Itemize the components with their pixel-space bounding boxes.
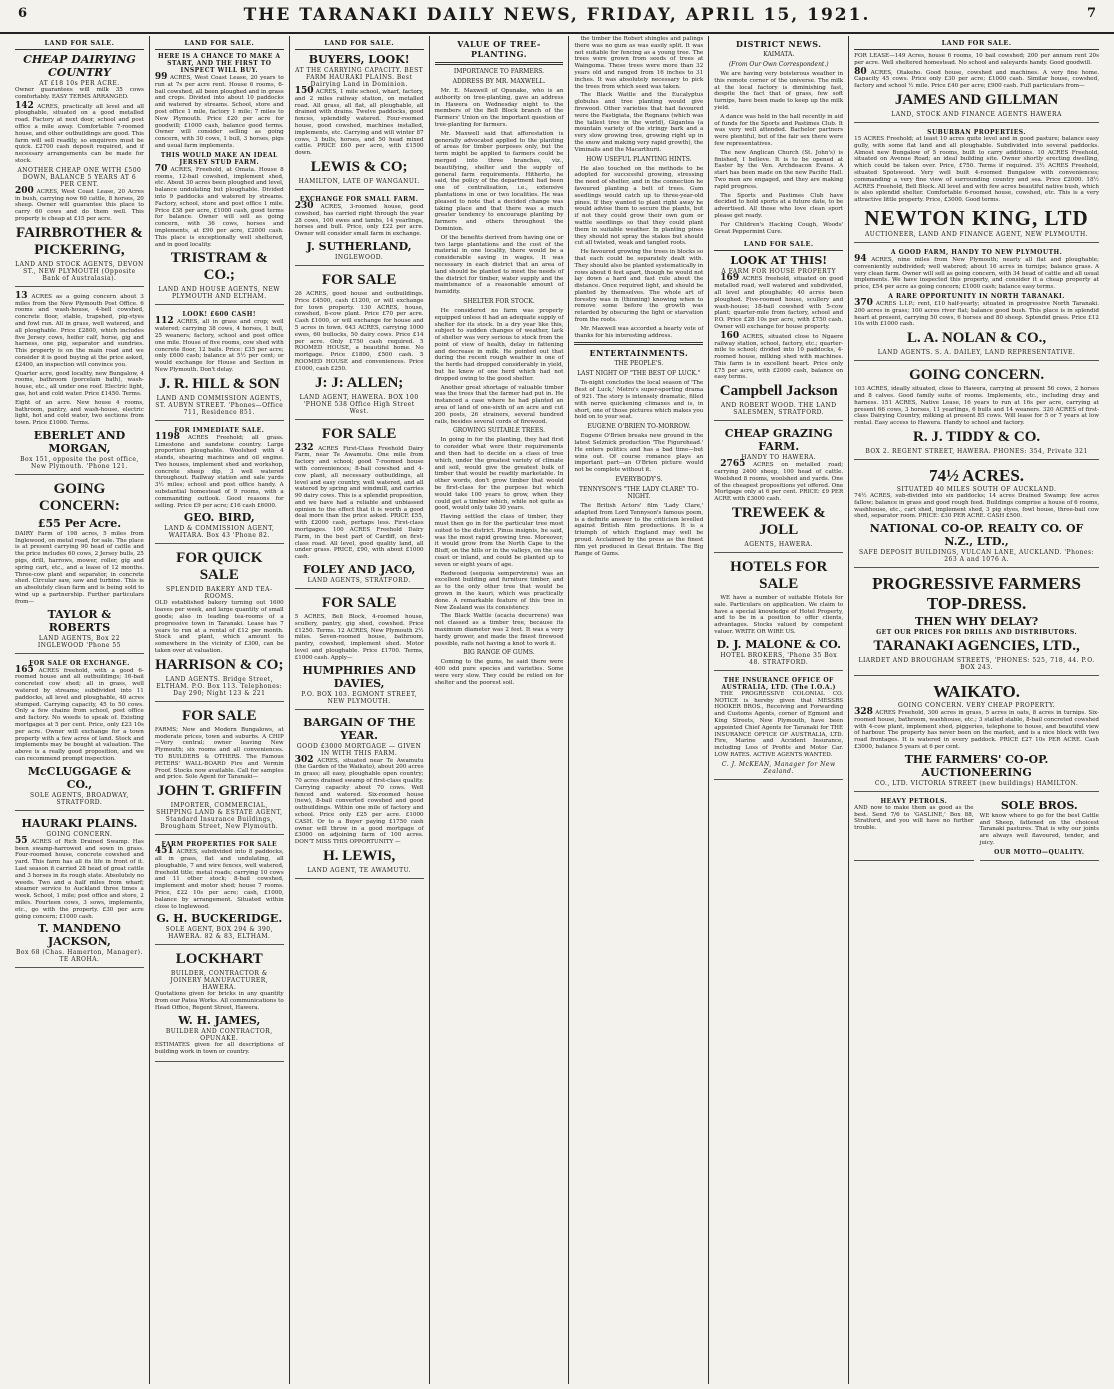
agent-name: FOLEY AND JACO, [302,563,416,577]
agent-details: CO., LTD. VICTORIA STREET (new buildings) HAMILTON. [874,779,1079,787]
article-paragraph: We are having very boisterous weather in this remote corner of the universe. The milk at the local factory is diminishing fast, despite the fact that of grass, few soft turnips, have been made to keep up the milk yield. [714,71,844,111]
acreage: 302 [294,754,314,765]
agent-details: BUILDER AND CONTRACTOR, OPUNAKE. [165,1027,273,1042]
agent-details: SOLE AGENT, BOX 294 & 390, HAWERA. 82 & 83, ELTHAM. [165,926,274,941]
agent-details: HOTEL BROKERS, 'Phone 35 Box 48. STRATFORD. [720,651,838,666]
section-head: LAND FOR SALE. [15,36,144,50]
acreage: 99 [154,72,168,82]
ad-cheap-dairying [15,53,144,287]
ad-body [294,200,424,238]
article-paragraph: The Black Wattle and the Eucalyptus globulus and tree planting would give firewood. Other varieties that had favoured were the Fastigiata, the Regnans (which was the tallest tree in the world), Gigantea (a mountain variety of the stringy bark and a very slow growing tree, growing right up in the snow and making very rapid growth), the Viminalis and the Macarthurii. [574,92,704,153]
page-number-left: 6 [18,6,28,21]
agent-details: AUCTIONEER, LAND AND FINANCE AGENT, NEW PLYMOUTH. [864,230,1089,238]
ad-hotels-for-sale [714,559,843,671]
ad-title: A GOOD FARM, HANDY TO NEW PLYMOUTH. [890,248,1063,256]
ad-text: ACRES, practically all level and all ploughable, situated on a good metalled road. Factory at next door, school and post office a mile away. Comfortable 7-roomed house, and other outbuildings are good. This farm will sell readily, so enquirers must be quick. £2700 cash deposit required, and if necessary arrangements can be made for stock. [15,103,144,164]
agent-name: JOHN T. GRIFFIN [156,783,282,800]
article-subtitle: IMPORTANCE TO FARMERS. [453,68,545,75]
agent-details: LAND AGENTS, STRATFORD. [307,577,411,585]
columns [10,36,1104,1384]
agent-details: LAND AGENTS. S. A. DAILEY, LAND REPRESENTATIVE. [877,349,1076,357]
agent-name: GEO. BIRD, [183,511,255,525]
agent-name: NEWTON KING, LTD [864,205,1089,230]
agent-details: Box 151, opposite the post office, New Plymouth. 'Phone 121. [20,455,139,470]
ad-hauraki-plains [15,817,144,969]
column-1 [10,36,150,1384]
ad-body [155,318,284,373]
article-subtitle: ADDRESS BY MR. MAXWELL. [452,78,546,85]
article-subhead: GROWING SUITABLE TREES. [452,427,546,435]
article-subhead: HOW USEFUL PLANTING HINTS. [586,155,692,163]
ad-lockhart [155,951,284,1062]
agent-details: LAND AND COMMISSION AGENTS, ST. AUBYN STREET. 'Phones—Office 711, Residence 851. [155,394,284,416]
acreage: 230 [294,200,314,211]
ad-for-sale-humphries [295,595,424,710]
acreage: 370 [854,297,873,308]
ad-title: GOING CONCERN: [39,480,120,514]
agent-name: LEWIS & CO; [310,158,408,175]
ad-text: ACRES, Otakeho. Good house, cowshed and machines. A very fine home. Capacity 45 cows. Price only £30 per acre; £1000 cash. Similar house, cowshed, factory and school ½ mile. Price £40 per acre; £900 cash. Full particulars from— [854,69,1099,90]
ad-title: FOR SALE [181,707,257,724]
ad-sale-or-exchange [15,660,144,811]
agent-name: HUMPHRIES AND DAVIES, [302,663,416,690]
ad-suburban-properties [854,129,1099,243]
ad-look-cash [155,311,284,420]
article-paragraph: A dance was held in the hall recently in aid of funds for the Sports and Pastimes Club. It was very well attended. Bachelor partners were plentiful, but of the fair sex there were few representatives. [714,113,844,147]
ad-text: 5 ACRES, Bell Block, 4-roomed house, scullery, pantry, gig shed, cowshed. Price £1250. Terms. 12 ACRES, New Plymouth 2½ miles. Seven-roomed house, bathroom, pantry, cowshed, implement shed. Motor level and ploughable. Price £1700. Terms, £1000 cash. Apply— [294,614,424,661]
article-paragraph: To-night concludes the local season of 'The Best of Luck,' Metro's super-sporting drama of 921. The story is intensely dramatic, filled with nerve quickening climaxes and is, in short, one of those pictures which makes you hold on to your seat. [574,380,704,421]
ad-farm-properties [155,841,284,945]
ad-text: ACRES, situated near Te Awamutu (the Garden of the Waikato), about 200 acres in grass; all easy, ploughable open country; 70 acres drained swamp of first-class quality. Carrying capacity about 70 cows. Well fenced and watered. Six-roomed house (new), 8-bail converted cowshed and good outbuildings. Within one mile of factory and school. Price only £25 per acre. £1000 CASH. Or to a Buyer paying £1750 cash owner will throw in a good mortgage of £3000 on adjoining farm of 100 acres. DON'T MISS THIS OPPORTUNITY — [294,757,424,846]
agent-name: TARANAKI AGENCIES, LTD., [873,638,1080,655]
column-7 [849,36,1104,1384]
ad-title: CHEAP DAIRYING COUNTRY [23,53,136,79]
ad-text: 74½ ACRES, sub-divided into six paddocks; 14 acres Drained Swamp; few acres fallow; balance in grass and good rough feed. Buildings comprise a house of 6 rooms, washhouse, etc., cart shed, implement shed, 3 pig styes, fowl house, three-bail cow shed, separator room. PRICE: £30 PER ACRE. CASH £500. [854,492,1099,520]
ad-going-concern-tiddy [854,367,1099,460]
ad-subtitle: SPLENDID BAKERY AND TEA-ROOMS. [166,586,273,601]
ad-body [854,253,1099,291]
agent-name: EBERLET AND MORGAN, [33,428,126,455]
ad-text: 26 ACRES, good house and outbuildings. Price £4500, cash £1200, or will exchange for town property. 130 ACRES, house, cowshed, 8-cow plant. Price £70 per acre. Cash £1000, or will exchange for house and 5 acres in town. 643 ACRES, carrying 1000 ewes, 60 bullocks, 50 dairy cows. Price £14 per acre. Only £750 cash required. 5 ROOMED HOUSE, a beautiful home. No mortgage. Price £1800, £500 cash. 5 ROOMED HOUSE and conveniences. Price £1000, cash £250. [294,290,424,372]
column-6 [709,36,849,1384]
agent-name: TREWEEK & JOLL [731,505,826,539]
article-paragraph: He considered no farm was properly equipped unless it had an adequate supply of shelter for its stock. In a dry year like this, subject to sudden changes of weather, lack of shelter was very serious to stock from the point of view of health, delay in fattening and decrease in milk. He pointed out that during the recent rough weather in one of the herds had dropped considerably in yield, but he knew of one herd which had not dropped owing to the good shelter. [434,307,564,382]
ad-body [295,88,424,157]
ad-body [154,163,284,249]
ad-text: 15 ACRES Freehold; at least 10 acres quite level and in good pasture; balance easy gully, with some flat land and all ploughable. Subdivided into several paddocks. Almost new Bungalow of 5 rooms, built to carry additions. 10 ACRES Freehold, situated on Avenue Road; an ideal building site. Owner shortly erecting dwelling, which could be taken over. Price, £750. Terms if required. 3½ ACRES Freehold, situated Spotswood. Very well built 4-roomed Bungalow with conveniences; commanding a very fine view of surrounding country and sea. Price £2000. 18½ ACRES Freehold, Bell Block. All level and with few acres beautiful native bush, which is also splendid shelter. Comfortable 6-roomed house, cowshed, etc. This is a very attractive little property. Price, £3000. Good terms. [854,135,1099,204]
agent-name: H. LEWIS, [323,848,396,864]
ad-subtitle: AT THE CARRYING CAPACITY. BEST FARM HAURAKI PLAINS. Best Dairying Land in Dominion. [295,67,424,88]
article-paragraph: Eugene O'Brien breaks new ground in the latest Selznick production 'The Figurehead.' He enters politics and has a bad time—but wins out. Of course romance plays an important part—an O'Brien picture would not be complete without it. [574,433,704,474]
article-subhead: BIG RANGE OF GUMS. [463,649,535,657]
ad-body [154,431,284,510]
acreage: 328 [854,707,873,718]
ad-make-a-start [155,53,284,305]
section-title: ENTERTAINMENTS. [589,348,689,359]
ad-text: ACRES on metalled road; carrying 2400 sheep, 100 head of cattle. Woolshed 8 rooms, woolshed and yards. One of the cheapest propositions yet offered. One Mortgage only at 6 per cent. PRICE: £9 PER ACRE with £3000 cash. [714,462,844,503]
ad-body [854,66,1099,90]
article-paragraph: Mr. E. Maxwell of Opunake, who is an authority on tree-planting, gave an address in Hawera on Wednesday night to the members of the Bell Block branch of the Farmers' Union on the important question of tree-planting for farmers. [434,88,564,128]
ad-subtitle: THEN WHY DELAY? [914,615,1039,629]
ad-title: FOR SALE [321,271,397,288]
article-paragraph: The Black Wattle (acacia decurrens) was not classed as a timber tree, because its maximum diameter was 2 feet. It was a very hardy grower, and made the finest firewood possible, rails not having a knot to work it. [434,613,564,647]
ad-text: DAIRY Farm of 198 acres, 5 miles from Inglewood, on metal road, for sale. The place is at present carrying 90 head of cattle and the price includes 60 cows, 2 Jersey bulls, 25 pigs, drill, harrows, mower, roller, gig and spring cart, etc., and a lease of 12 months. Three-cow plant and separator, in concrete shed. Circular saw, saw and turbine. This is an absolutely clean farm and is being sold to wind up a partnership. Further particulars from— [15,530,144,605]
ad-text: Eight of an acre. New house 4 rooms, bathroom, pantry, and wash-house, electric light, hot and cold water, two sections from town. Price £1000. Terms. [15,399,144,427]
agent-name: G. H. BUCKERIDGE. [156,912,283,926]
acreage: 70 [154,163,168,174]
ad-for-sale-allen [295,272,424,420]
agent-details: LAND AND STOCK AGENTS, DEVON ST., NEW PLYMOUTH (Opposite Bank of Australasia). [15,260,144,282]
ad-body [15,835,144,921]
ad-heading: FOR SALE OR EXCHANGE. [29,659,130,667]
ad-text: WE know where to go for the best Cattle and Sheep, fattened on the choicest Taranaki pastures. That is why our joints are always well flavoured, tender, and juicy. [979,812,1099,847]
ad-body [155,74,284,150]
ad-body [714,275,843,330]
column-3 [290,36,430,1384]
ad-title: HERE IS A CHANCE TO MAKE A START, AND THE FIRST TO INSPECT WILL BUY. [158,53,281,74]
acreage: 160 [720,330,740,341]
agent-details: LAND, STOCK AND FINANCE AGENTS HAWERA [891,110,1062,118]
acreage: 80 [854,66,867,77]
agent-details: SOLE AGENTS, BROADWAY, STRATFORD. [30,791,129,806]
ad-immediate-sale [155,427,284,545]
ad-title: CHEAP GRAZING FARM. [724,427,833,454]
acreage: 165 [15,664,34,675]
ad-subtitle: GOING CONCERN. [46,830,113,838]
agent-details: AGENTS, HAWERA. [744,541,814,549]
section-head: LAND FOR SALE. [714,237,843,251]
article-paragraph: Of the benefits derived from having one or two large plantations and the cost of the material in one locality, there would be a considerable saving in wages. It was necessary in each district that an area of land should be planted to meet the needs of the district for timber, water supply and the maintenance of a reasonable amount of humidity. [434,234,564,296]
ad-text: ACRES of Rich Drained Swamp. Has been swamp-harrowed and sown in grass. Four-roomed house, concrete cowshed and yard. This farm has all its life in front of it. Last season it carried 28 head of great cattle and 3 horses in its rough state. Absolutely no weeds. Two and a half miles from wharf; steamer service to Auckland three times a week. School, 1 mile; post office and store, 2 miles. Fourteen cows, 3 sows, implements, etc., go with the property. £30 per acre going concern; £1000 cash. [15,838,144,920]
agent-name: TAYLOR & ROBERTS [47,607,112,634]
acreage: 2765 [720,459,746,470]
article-subhead: EUGENE O'BRIEN TO-MORROW. [587,423,691,431]
agent-details: LAND AND HOUSE AGENTS, NEW PLYMOUTH AND ELTHAM. [158,286,281,301]
article-subhead: EVERYBODY'S. [615,476,663,484]
ad-text: THE PROGRESSIVE COLONIAL CO. NOTICE is hereby given that MESSRS HOOKER BROS., Receiving and Forwarding and Customs Agents, corner of Egmont and King Streets, New Plymouth, have been appointed Chief Agents for Taranaki for THE INSURANCE OFFICE OF AUSTRALIA, LTD. Fire, Marine and Accident Insurance, including Loss of Profits and Motor Car. LOW RATES. ACTIVE AGENTS WANTED. [714,690,844,759]
ad-body [15,290,144,369]
ad-text: ACRES First-Class Freehold Dairy Farm, near Te Awamutu. One mile from factory and school; good 7-roomed house with conveniences; 8-bail cowshed and 4-cow plant, all necessary outbuildings, all level and easy country, well watered, and all watered by spring and windmill, and carries 90 dairy cows. This is a splendid proposition, and we have had a reliable and unbiassed opinion to the effect that it is worth a good deal more than the price asked. PRICE £55, with £2000 cash, perhaps less. First-class mortgages. 100 ACRES Freehold Dairy Farm, in the best part of Cardiff, on first-class road. All level, good quality land, all under grass. PRICE, £90, with about £1000 cash. [294,445,424,561]
divider [574,342,703,345]
agent-name: R. J. TIDDY & CO. [913,428,1041,445]
ad-for-sale-griffin [155,708,284,835]
ad-title: FOR SALE [321,425,397,442]
ad-body [714,330,844,382]
section-head: LAND FOR SALE. [155,36,284,50]
ad-exchange-small-farm [295,196,424,266]
article-paragraph: He also touched on the methods to be adopted for successful growing, stressing the need of shelter, and in the connection he favoured planting a belt of trees. Gum seedlings would catch up to three-year-old pines. If they wanted to plant right away he would advise them to secure the plants, but if not they could grow their own gum or wattle seedlings so that they could plant them in suitable weather. In planting pines they should not spray the stakes but should cut all twisted, weak and tangled roots. [574,165,704,247]
ad-text: ACRES, West Coast Lease, 20 years to run at 7s per acre rent. House 6 rooms, 6-bail cowshed, all been ploughed and in grass and crops. Divided into about 10 paddocks and watered by streams. School, store and post office 1 mile, factory 1 mile; 7 miles to New Plymouth. Price £20 per acre for goodwill; £1000 cash, balance good terms. Owner will consider selling as going concern, with 30 cows, 1 bull, 3 horses, pigs and usual farm implements. [154,75,284,149]
ad-heavy-petrols [854,798,973,861]
ad-body [854,297,1099,328]
agent-name: LOCKHART [175,951,263,968]
agent-name: FAIRBROTHER & PICKERING, [16,224,143,258]
ad-heading: FARM PROPERTIES FOR SALE [161,841,278,849]
article-paragraph: Coming to the gums, he said there were 400 odd pure species and varieties. Some were very slow. They could be relied on for shelter and the poorest soil. [434,659,564,686]
ad-text: FARMS; New and Modern Bungalows, at moderate prices, town and suburbs. A CHIP—Very central; owner leaving New Plymouth; six rooms and all conveniences. TO BUILDERS & OTHERS. The Famous PETERS' WALL-BOARD Fire and Vermin Proof. Stocks now available. Call for samples and price. Sole Agent for Taranaki— [154,726,284,781]
ad-price: £55 Per Acre. [37,516,122,530]
ad-text: ACRES, 1 mile school, wharf, factory, and 2 miles railway station, on metalled road. All grass, all flat, all ploughable, all drained with drains. Twelve paddocks, good fences, splendidly watered. Four-roomed house, good cowshed, machines installed, implements, etc. Carrying and will winter 87 cows, 3 bulls, horses, and 50 head mixed cattle. PRICE £60 per acre, with £1500 down. [294,89,424,157]
acreage: 232 [294,442,314,453]
section-head: LAND FOR SALE. [854,36,1099,50]
agent-name: NATIONAL CO-OP. REALTY CO. OF N.Z., LTD., [869,522,1084,549]
ad-motto: OUR MOTTO—QUALITY. [994,848,1085,856]
agent-details: BUILDER, CONTRACTOR & JOINERY MANUFACTURER, HAWERA. [170,970,269,992]
ad-sole-bros [980,798,1099,861]
ad-body [294,754,424,846]
ad-top-dress [854,574,1099,676]
ad-subtitle: A FARM FOR HOUSE PROPERTY [721,268,837,276]
agent-name: D. J. MALONE & CO. [716,637,841,651]
article-title: VALUE OF TREE-PLANTING. [457,39,541,59]
ad-title: SUBURBAN PROPERTIES. [927,128,1027,136]
agent-details: AND ROBERT WOOD. THE LAND SALESMEN, STRATFORD. [720,402,837,417]
ad-text: ACRES, 3-roomed house, good cowshed, has carried right through the year 28 cows, 100 ewes and lambs, 14 yearlings, horses and bull. Price, only £22 per acre. Owner will consider small farm in exchange. [294,203,424,238]
ad-text: WE have a number of suitable Hotels for sale. Particulars on application. We claim to have a special knowledge of Hotel Property, and to be in a position to offer clients, advantages. Stocks valued by competent valuer. WRITE OR WIRE US. [714,595,844,636]
ad-text: ACRES freehold, situated on good metalled road, well watered and subdivided, all level and ploughable; 40 acres been ploughed. Five-roomed house, scullery and wash-house; 18-bail cowshed with 5-cow plant; quarter-mile from factory, school and P.O. Price £28 10s per acre, with £750 cash. Owner will exchange for house property. [714,276,844,330]
article-paragraph: Mr. Maxwell was accorded a hearty vote of thanks for his interesting address. [574,325,704,339]
agent-details: LAND & COMMISSION AGENT, WAITARA. Box 43 'Phone 82. [164,525,275,540]
signature-line: C. J. McKEAN, Manager for New Zealand. [721,760,836,775]
ad-text: ACRES Freehold; all grass. Limestone and sandstone country. Large proportion ploughable. Woolshed with 4 stands, shearing machines and oil engine. Two houses, implement shed and workshop, concrete sheep dip, 3 well watered throughout. Railway station and sale yards 3½ miles; school and post office handy. A substantial homestead of 9 rooms, with a commanding outlook. Good reasons for selling. Price £9 per acre; £16 cash £6000. [154,434,284,509]
acreage: 55 [15,835,28,846]
ad-title: FOR QUICK SALE [176,550,263,584]
article-paragraph: Another great shortage of valuable timber was the trees that the farmer had put in. He instanced a case where he had planted an area of land of one-sixth of an acre and cut 200 posts, 26 strainers, several hundred rails, besides several cords of firewood. [434,384,564,425]
ad-74-acres [854,466,1099,568]
agent-name: L. A. NOLAN & CO., [906,330,1047,347]
ad-quick-sale [155,550,284,701]
ad-waikato [854,682,1099,792]
ad-title: 74½ ACRES. [929,465,1025,485]
ad-title: GOING CONCERN. [909,367,1045,384]
agent-name: HARRISON & CO; [155,656,284,673]
ad-text: ACRES L.I.P.; rent, £10 half-yearly; situated in progressive North Taranaki. 200 acres in grass; 100 acres river flat; balance good bush. This place is in splendid heart at present, carrying 50 cows, 6 horses and 80 sheep. Splendid grass. Price £12 10s with £1000 cash. [854,300,1099,328]
ad-text: ACRES, subdivided into 8 paddocks, all in grass, flat and undulating, all ploughable, 7 and wire fences, well watered, freehold title; metal roads; carrying 10 cows and 11 other stock; 8-bail cowshed, implement and motor shed; house 7 rooms. Price, £22 10s per acre; cash, £1000, balance by arrangement. Situated within close to Inglewood. [154,849,284,910]
ad-text: ACRES, nine miles from New Plymouth; nearly all flat and ploughable; conveniently subdivided; well watered; about 16 acres in turnips; balance grass. A very clean farm. Owner will sell as going concern, with 34 head of cattle and all usual implements. We have inspected this property, and consider it a cheap property at price, £54 per acre as going concern; £1000 cash; balance easy terms. [854,256,1099,291]
ad-text: ACRES as a going concern about 3 miles from the New Plymouth Post Office. 6 rooms and wash-house, 4-bell cowshed, concrete floor, stable, trapshed, pig-styes and fowl run. All in grass, well watered, and all ploughable. Price £2800, which includes five Jersey cows, heifer calf, horse, gig and harness, one pig, separator and sundries. This property is on the main road and we consider it is good buying at the price asked, £2400, an inspection will convince you. [15,293,144,368]
ad-title: HOTELS FOR SALE [730,559,828,593]
article-subhead: THE PEOPLE'S. [614,360,664,368]
ad-bargain-of-year [295,716,424,879]
ad-subtitle: A RARE OPPORTUNITY IN NORTH TARANAKI. [888,292,1065,300]
column-5 [569,36,709,1384]
article-paragraph: Redwood (sequoia sempervirens) was an excellent building and furniture timber, and as to the only other tree that would be grown in the kauri, which was practically done. A remarkable feature of this tree in New Zealand was its consistency. [434,570,564,611]
ad-title: THE INSURANCE OFFICE OF AUSTRALIA, LTD. (The I.O.A.) [721,676,836,691]
agent-details: BOX 2. REGENT STREET, HAWERA. PHONES: 354, Private 321 [865,447,1088,455]
ad-text: ACRES, Freehold, at Omata. House 8 rooms, 12-bail cowshed, implement shed, etc. About 30 acres been ploughed and level, balance undulating but ploughable. Divided into 9 paddocks and watered by streams. Factory, school, store and post office 1 mile. Price £38 per acre, £1000 cash, good terms for balance. Owner will sell as going concern, with 36 cows, horses and implements, at £90 per acre, £2000 cash. This place is exceptionally well sheltered, and in good locality. [154,166,284,248]
ad-title: PROGRESSIVE FARMERS TOP-DRESS. [872,574,1082,614]
ad-text: ACRES, all in grass and crop; well watered; carrying 38 cows, 4 horses, 1 bull, 25 weaners; factory, school and post office one mile. House of five rooms, cow shed with concrete floor, 12 bails. Price: £35 per acre; only £600 cash; balance at 5½ per cent; or would exchange for House and Section in New Plymouth. Don't delay. [154,319,284,373]
acreage: 1198 [154,431,180,442]
ad-title: FOR SALE [321,595,397,612]
agent-details: LAND AGENTS, Box 22 INGLEWOOD 'Phone 55 [37,634,121,649]
ad-text: Owner guarantees will milk 35 cows comfortably. EASY TERMS ARRANGED. [15,87,144,100]
agent-details: LAND AGENT, HAWERA. BOX 100 'PHONE 538 Office High Street West. [299,393,419,415]
ad-subtitle: SITUATED 40 MILES SOUTH OF AUCKLAND. [896,485,1057,493]
article-paragraph: the timber the Robert shingles and palings there was no gum as was easily split. It was not suitable for fencing as a young tree. The trees were grown from seeds of trees at Waingoma. These trees were more than 32 years old and ranged from 16 inches to 31 inches. It was absolutely necessary to pick the trees from which seed was taken. [574,36,704,90]
article-subhead: LAST NIGHT OF "THE BEST OF LUCK." [577,370,701,378]
ad-text: ACRES, West Coast Lease, 20 Acres in bush, carrying now 60 cattle, 8 horses, 20 sheep. Owner will guarantee this place to carry 60 cows and do them well. This property is cheap at £15 per acre. [15,188,144,222]
ad-for-sale-foley [295,426,424,590]
ad-cheap-grazing [714,427,843,553]
article-paragraph: The Sports and Pastimes Club have decided to hold sports at a future date, to be advertised. All those who love clean sport please get ready. [714,192,844,219]
article-subhead: KAIMATA. [763,51,795,58]
agent-details: P.O. BOX 103. EGMONT STREET, NEW PLYMOUTH. [301,690,417,705]
ad-going-concern [15,481,144,654]
ad-subtitle: ANOTHER CHEAP ONE WITH £500 DOWN, BALANCE 5 YEARS AT 6 PER CENT. [17,166,142,188]
ad-title: HEAVY PETROLS. [880,797,948,805]
acreage: 13 [15,290,28,301]
ad-text: Quarter acre, good locality, new Bungalow, 4 rooms, bathroom (porcelain bath), wash-house, etc., all under one roof. Electric light, gas, hot and cold water. Price £1450. Terms. [15,370,144,397]
ad-heading: FOR IMMEDIATE SALE. [174,426,265,434]
acreage: 150 [294,86,314,96]
article-subhead: TENNYSON'S "THE LADY CLARE" TO-NIGHT. [579,486,699,501]
bottom-ads [854,798,1099,867]
article-paragraph: The British Actors' film 'Lady Clare,' adapted from Lord Tennyson's famous poem, is a definite answer to the criticism levelled against British film productions. It is a triumph of which England may well be proud. Acclaimed by the press as the finest film yet produced in Great Britain. The Big Range of Gums. [574,503,704,557]
acreage: 112 [154,316,174,327]
ad-text: ESTIMATES given for all descriptions of building work in town or country. [154,1041,284,1055]
agent-name: J: J: ALLEN; [314,374,404,391]
ad-text: ACRES, situated close to Ngaere railway station, school, factory, etc.; quarter-mile to school; divided into 10 paddocks, 4-roomed house, milking shed with machines. This farm is in excellent heart. Price only £75 per acre, with £2000 cash, balance on easy terms. [714,333,844,381]
ad-insurance-office [714,677,843,780]
ad-title: BARGAIN OF THE YEAR. [303,715,416,742]
ad-subtitle: GOOD £3000 MORTGAGE — GIVEN IN WITH THIS FARM. [296,742,422,757]
acreage: 169 [720,273,740,284]
ad-subtitle: GOING CONCERN. VERY CHEAP PROPERTY. [897,702,1056,710]
agent-name: THE FARMERS' CO-OP. AUCTIONEERING [904,752,1049,779]
article-paragraph: Having settled the class of timber, they must then go in for the particular tree most suited to the district. Pinus insignis, he said, was the most rapid growing tree. Moreover, it would grow from the North Cape to the Bluff, on the hills or in the valleys, on the sea coast or inland, and could be planted up to seven or eight years of age. [434,514,564,568]
acreage: 94 [854,253,867,264]
ad-body [15,664,144,763]
ad-buyers-look [295,53,424,190]
agent-details: SAFE DEPOSIT BUILDINGS, VULCAN LANE, AUCKLAND. 'Phones: 263 A and 1076 A. [859,549,1095,564]
ad-title: LOOK AT THIS! [730,254,828,268]
section-title: DISTRICT NEWS. [735,39,822,49]
column-2 [150,36,290,1384]
correspondent-line: (From Our Own Correspondent.) [728,61,829,68]
ad-good-farm [854,249,1099,361]
agent-details: INGLEWOOD. [335,253,384,261]
agent-details: IMPORTER, COMMERCIAL, SHIPPING LAND & ESTATE AGENT, Standard Insurance Buildings, Brougham Street, New Plymouth. [156,802,283,831]
ad-text: ACRES freehold, with a good 6-roomed house and all outbuildings; 16-bail concreted cow shed; all in grass, well watered by streams; subdivided into 11 paddocks, all level and ploughable, 40 acres stumped. Carrying capacity, 45 to 50 cows. Only a few chains from school, post office and factory. No weeds to speak of. Existing mortgages at 5 per cent. Price, only £23 10s per acre. Owner will exchange for a town property with a few acres of land. Stock and implements may be bought at valuation. The above is a really good proposition, and we can recommend prompt inspection. [15,667,144,763]
ad-heading: EXCHANGE FOR SMALL FARM. [299,195,419,203]
article-paragraph: He favoured growing the trees in blocks so that each could be separately dealt with. They should also be planted systematically in rows about 6 feet apart, though he would not lay down a hard and fast rule about the distance. Once required light, and should be planted by themselves. The whole art of forestry was in (thinning) knowing when to remove some before the growth was retarded by obscuring the light or starvation from the roots. [574,249,704,324]
agent-details: LAND AGENTS. Bridge Street, ELTHAM. P.O. Box 113. Telephones: Day 290; Night 123 & 221 [156,675,283,697]
ad-body [294,442,424,562]
ad-body [854,709,1099,751]
agent-name: J. SUTHERLAND, [306,239,412,253]
agent-name: Campbell Jackson [719,383,838,400]
agent-name: T. MANDENO JACKSON, [38,922,121,949]
article-paragraph: Mr. Maxwell said that afforestation is generally advocated applied to the planting of areas for timber purposes only, but the term might be applied to farmers could be merged into three branches, viz., beautifying, shelter and the supply of general farm requirements. Hitherto, he said, the policy of the department had been one of centralisation, i.e., extensive plantations in one or two localities. He was pleased to note that a decided change was taking place and that there was a much greater tendency to encourage planting by farmers and others throughout the Dominion. [434,130,564,232]
ad-body [15,100,144,165]
ad-price: AT £18 10s PER ACRE. [39,80,120,87]
agent-name: McCLUGGAGE & CO., [27,764,132,791]
masthead [0,0,1114,34]
ad-for-lease [854,53,1099,123]
ad-going-concern-13 [15,290,144,475]
ad-subtitle: HANDY TO HAWERA. [741,454,817,462]
section-head: LAND FOR SALE. [295,36,424,50]
article-subhead: SHELTER FOR STOCK. [463,297,535,305]
article-paragraph: In going in for the planting, they had first to consider what were their requirements and then had to decide on a class of tree which, under the greatest variety of climate and soil, would give the greatest bulk of timber that would be readily marketable. In other words, don't grow timber that would be first-class for the purpose but which would take 100 years to grow, when they could get a timber which, while not quite as good, would only take 30 years. [434,437,564,512]
divider [435,62,564,65]
ad-title: HAURAKI PLAINS. [21,816,138,830]
agent-details: LAND AGENT, TE AWAMUTU. [307,867,411,874]
acreage: 200 [15,185,34,196]
acreage: 451 [154,846,174,857]
ad-title: BUYERS, LOOK! [308,53,410,66]
ad-look-at-this [714,254,843,421]
agent-details: LIARDET AND BROUGHAM STREETS, 'PHONES: 525, 718, 44. P.O. BOX 243. [858,657,1095,672]
ad-body [714,461,843,503]
agent-name: J. R. HILL & SON [158,375,280,392]
agent-details: Box 68 (Chas. Hamerton, Manager). TE AROHA. [15,949,143,964]
ad-subtitle: THIS WOULD MAKE AN IDEAL JERSEY STUD FARM. [160,151,278,166]
ad-text: AND now to make them as good as the best. Send 7/6 to 'GASLINE,' Box 88, Stratford, and you will have no further trouble. [854,804,974,832]
ad-title: LOOK! £600 CASH! [182,311,257,319]
acreage: 142 [15,100,34,111]
agent-name: TRISTRAM & CO.; [170,250,268,284]
ad-text: 103 ACRES, ideally situated, close to Hawera, carrying at present 56 cows, 2 horses and 8 calves. Good family suite of rooms. Implements, etc., including dray and harness. 151 ACRES, Native Lease, 16 years to run at 16s per acre, carrying at present 66 cows, 3 horses, 11 yearlings, 6 bulls and 14 weaners. 320 ACRES of first-class Dairying Country, milking at present 85 cows. Will lease for 5 or 7 years at low rental. Easy access to Hawera. Handy to school and factory. [854,386,1099,427]
column-4 [430,36,570,1384]
article-paragraph: For Children's Hacking Cough, Woods' Great Peppermint Cure. [714,221,844,235]
ad-body [155,848,284,910]
ad-title: WAIKATO. [933,682,1020,702]
article-paragraph: The new Anglican Church (St. John's) is finished, I believe. It is to be opened at Easter by the Ven. Archdeacon Evans. A start has been made on the new Pacific Hall. Two men are engaged, and they are making rapid progress. [714,149,844,190]
page-number-right: 7 [1086,6,1096,21]
ad-text: FOR LEASE—149 Acres, house 6 rooms, 10 bail cowshed; 200 per annum rent 20s per acre. Well sheltered homestead. No school and saleyards handy. Good goodwill. [854,53,1099,66]
agent-name: JAMES AND GILLMAN [894,91,1059,108]
ad-text: ACRES Freehold, 300 acres in grass, 5 acres in oats, 8 acres in turnips. Six-roomed house, bathroom, washhouse, etc.; 3 stalled stable, 8-bail concreted cowshed with 4-cow plant, implement shed, piggeries, telephone to house, and beautiful view of harbour. The property has never been on the market, and is a nice block with two road frontages. It is watered in every paddock. PRICE £27 10s PER ACRE. Cash £3000, balance 5 years at 6 per cent. [854,710,1099,751]
ad-body [15,185,144,223]
ad-text: Quotations given for bricks in any quantity from our Patea Works. All communications to Head Office, Regent Street, Hawera. [154,991,284,1011]
ad-title: SOLE BROS. [1000,798,1078,812]
ad-text: GET OUR PRICES FOR DRILLS AND DISTRIBUTORS. [876,629,1078,637]
ad-text: OLD established bakery turning out 1600 loaves per week, and large quantity of small goods; also in leading tea-rooms of a progressive town in Taranaki. Lease has 7 years to run at a rental of £12 per month. Stock and plant, which amount to somewhere in the vicinity of £300, can be taken over at valuation. [154,600,284,655]
agent-details: HAMILTON, LATE OF WANGANUI. [298,177,420,185]
newspaper-title: THE TARANAKI DAILY NEWS, FRIDAY, APRIL 15, 1921. [243,5,871,25]
agent-name: W. H. JAMES, [178,1013,261,1027]
